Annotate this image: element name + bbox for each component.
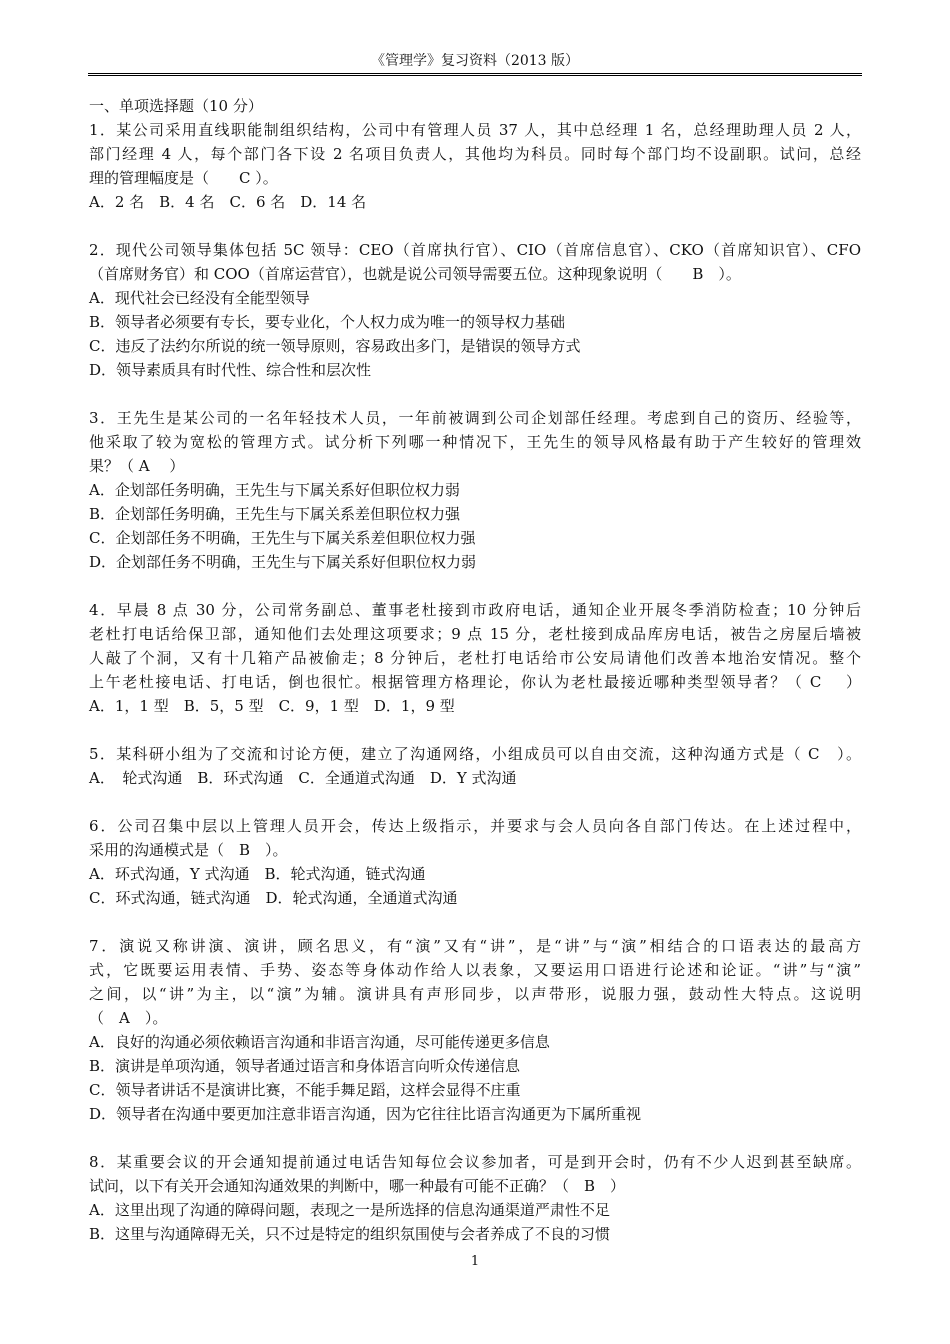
answer-option: A．良好的沟通必须依赖语言沟通和非语言沟通，尽可能传递更多信息 (89, 1033, 550, 1051)
answer-option: A．这里出现了沟通的障碍问题，表现之一是所选择的信息沟通渠道严肃性不足 (89, 1201, 610, 1219)
question-2 (89, 238, 861, 382)
question-stem-line: 6．公司召集中层以上管理人员开会，传达上级指示，并要求与会人员向各自部门传达。在上述过程中， (89, 817, 861, 835)
question-stem-line: 8．某重要会议的开会通知提前通过电话告知每位会议参加者，可是到开会时，仍有不少人迟到甚至缺席。 (89, 1153, 861, 1171)
question-stem-line: 1．某公司采用直线职能制组织结构，公司中有管理人员 37 人，其中总经理 1 名，总经理助理人员 2 人， (89, 121, 861, 139)
answer-option: D．领导者在沟通中要更加注意非语言沟通，因为它往往比语言沟通更为下属所重视 (89, 1105, 642, 1123)
page-number: 1 (470, 1254, 480, 1269)
question-stem-line: 7．演说又称讲演、演讲，顾名思义，有“演”又有“讲”，是“讲”与“演”相结合的口语表达的最高方 (89, 937, 861, 955)
answer-option: A． 轮式沟通 B．环式沟通 C．全通道式沟通 D．Y 式沟通 (89, 769, 517, 787)
answer-option: C．企划部任务不明确，王先生与下属关系差但职位权力强 (89, 529, 476, 547)
question-stem-line: 2．现代公司领导集体包括 5C 领导：CEO（首席执行官）、CIO（首席信息官）、CKO（首席知识官）、CFO (89, 241, 861, 259)
question-stem-line: 果？（ A ） (89, 457, 185, 475)
answer-option: D．企划部任务不明确，王先生与下属关系好但职位权力弱 (89, 553, 477, 571)
question-4 (89, 598, 861, 718)
answer-option: C．违反了法约尔所说的统一领导原则，容易政出多门，是错误的领导方式 (89, 337, 581, 355)
question-stem-line: （首席财务官）和 COO（首席运营官），也就是说公司领导需要五位。这种现象说明（ B ）。 (89, 265, 741, 283)
question-5 (89, 742, 861, 790)
answer-option: D．领导素质具有时代性、综合性和层次性 (89, 361, 372, 379)
running-header: 《管理学》复习资料（2013 版） (370, 53, 580, 69)
answer-option: A．环式沟通，Y 式沟通 B．轮式沟通，链式沟通 (89, 865, 426, 883)
section-title: 一、单项选择题（10 分） (89, 97, 263, 115)
question-stem-line: 部门经理 4 人，每个部门各下设 2 名项目负责人，其他均为科员。同时每个部门均不设副职。试问，总经 (89, 145, 861, 163)
answer-option: A．现代社会已经没有全能型领导 (89, 289, 310, 307)
question-stem-line: 4．早晨 8 点 30 分，公司常务副总、董事老杜接到市政府电话，通知企业开展冬季消防检查；10 分钟后 (89, 601, 861, 619)
answer-option: A．企划部任务明确，王先生与下属关系好但职位权力弱 (89, 481, 460, 499)
question-stem-line: 人敲了个洞，又有十几箱产品被偷走；8 分钟后，老杜打电话给市公安局请他们改善本地治安情况。整个 (89, 649, 861, 667)
answer-option: C．领导者讲话不是演讲比赛，不能手舞足蹈，这样会显得不庄重 (89, 1081, 521, 1099)
question-1 (89, 118, 861, 214)
question-stem-line: 3．王先生是某公司的一名年轻技术人员，一年前被调到公司企划部任经理。考虑到自己的资历、经验等， (89, 409, 861, 427)
answer-option: A．1，1 型 B．5，5 型 C．9，1 型 D．1，9 型 (89, 697, 455, 715)
question-stem-line: 上午老杜接电话、打电话，倒也很忙。根据管理方格理论，你认为老杜最接近哪种类型领导者？（ C ） (89, 673, 861, 691)
answer-option: B．这里与沟通障碍无关，只不过是特定的组织氛围使与会者养成了不良的习惯 (89, 1225, 611, 1243)
question-stem-line: 试问，以下有关开会通知沟通效果的判断中，哪一种最有可能不正确？（ B ） (89, 1177, 626, 1195)
answer-option: B．领导者必须要有专长，要专业化，个人权力成为唯一的领导权力基础 (89, 313, 566, 331)
answer-option: B．演讲是单项沟通，领导者通过语言和身体语言向听众传递信息 (89, 1057, 521, 1075)
question-stem-line: 他采取了较为宽松的管理方式。试分析下列哪一种情况下，王先生的领导风格最有助于产生较好的管理效 (89, 433, 861, 451)
question-3 (89, 406, 861, 574)
question-stem-line: （ A ）。 (89, 1009, 168, 1027)
answer-option: B．企划部任务明确，王先生与下属关系差但职位权力强 (89, 505, 461, 523)
question-stem-line: 理的管理幅度是（ C ）。 (89, 169, 278, 187)
header-rule (88, 73, 862, 76)
document-body (89, 94, 861, 1246)
answer-option: C．环式沟通，链式沟通 D．轮式沟通，全通道式沟通 (89, 889, 458, 907)
question-8 (89, 1150, 861, 1246)
question-stem-line: 5．某科研小组为了交流和讨论方便，建立了沟通网络，小组成员可以自由交流，这种沟通方式是（ C ）。 (89, 745, 861, 763)
question-7 (89, 934, 861, 1126)
answer-option: A．2 名 B．4 名 C．6 名 D．14 名 (89, 193, 367, 211)
question-6 (89, 814, 861, 910)
question-stem-line: 采用的沟通模式是（ B ）。 (89, 841, 288, 859)
question-stem-line: 老杜打电话给保卫部，通知他们去处理这项要求；9 点 15 分，老杜接到成品库房电话，被告之房屋后墙被 (89, 625, 861, 643)
question-stem-line: 之间，以“讲”为主，以“演”为辅。演讲具有声形同步，以声带形，说服力强，鼓动性大特点。这说明 (89, 985, 861, 1003)
question-stem-line: 式，它既要运用表情、手势、姿态等身体动作给人以表象，又要运用口语进行论述和论证。“讲”与“演” (89, 961, 861, 979)
